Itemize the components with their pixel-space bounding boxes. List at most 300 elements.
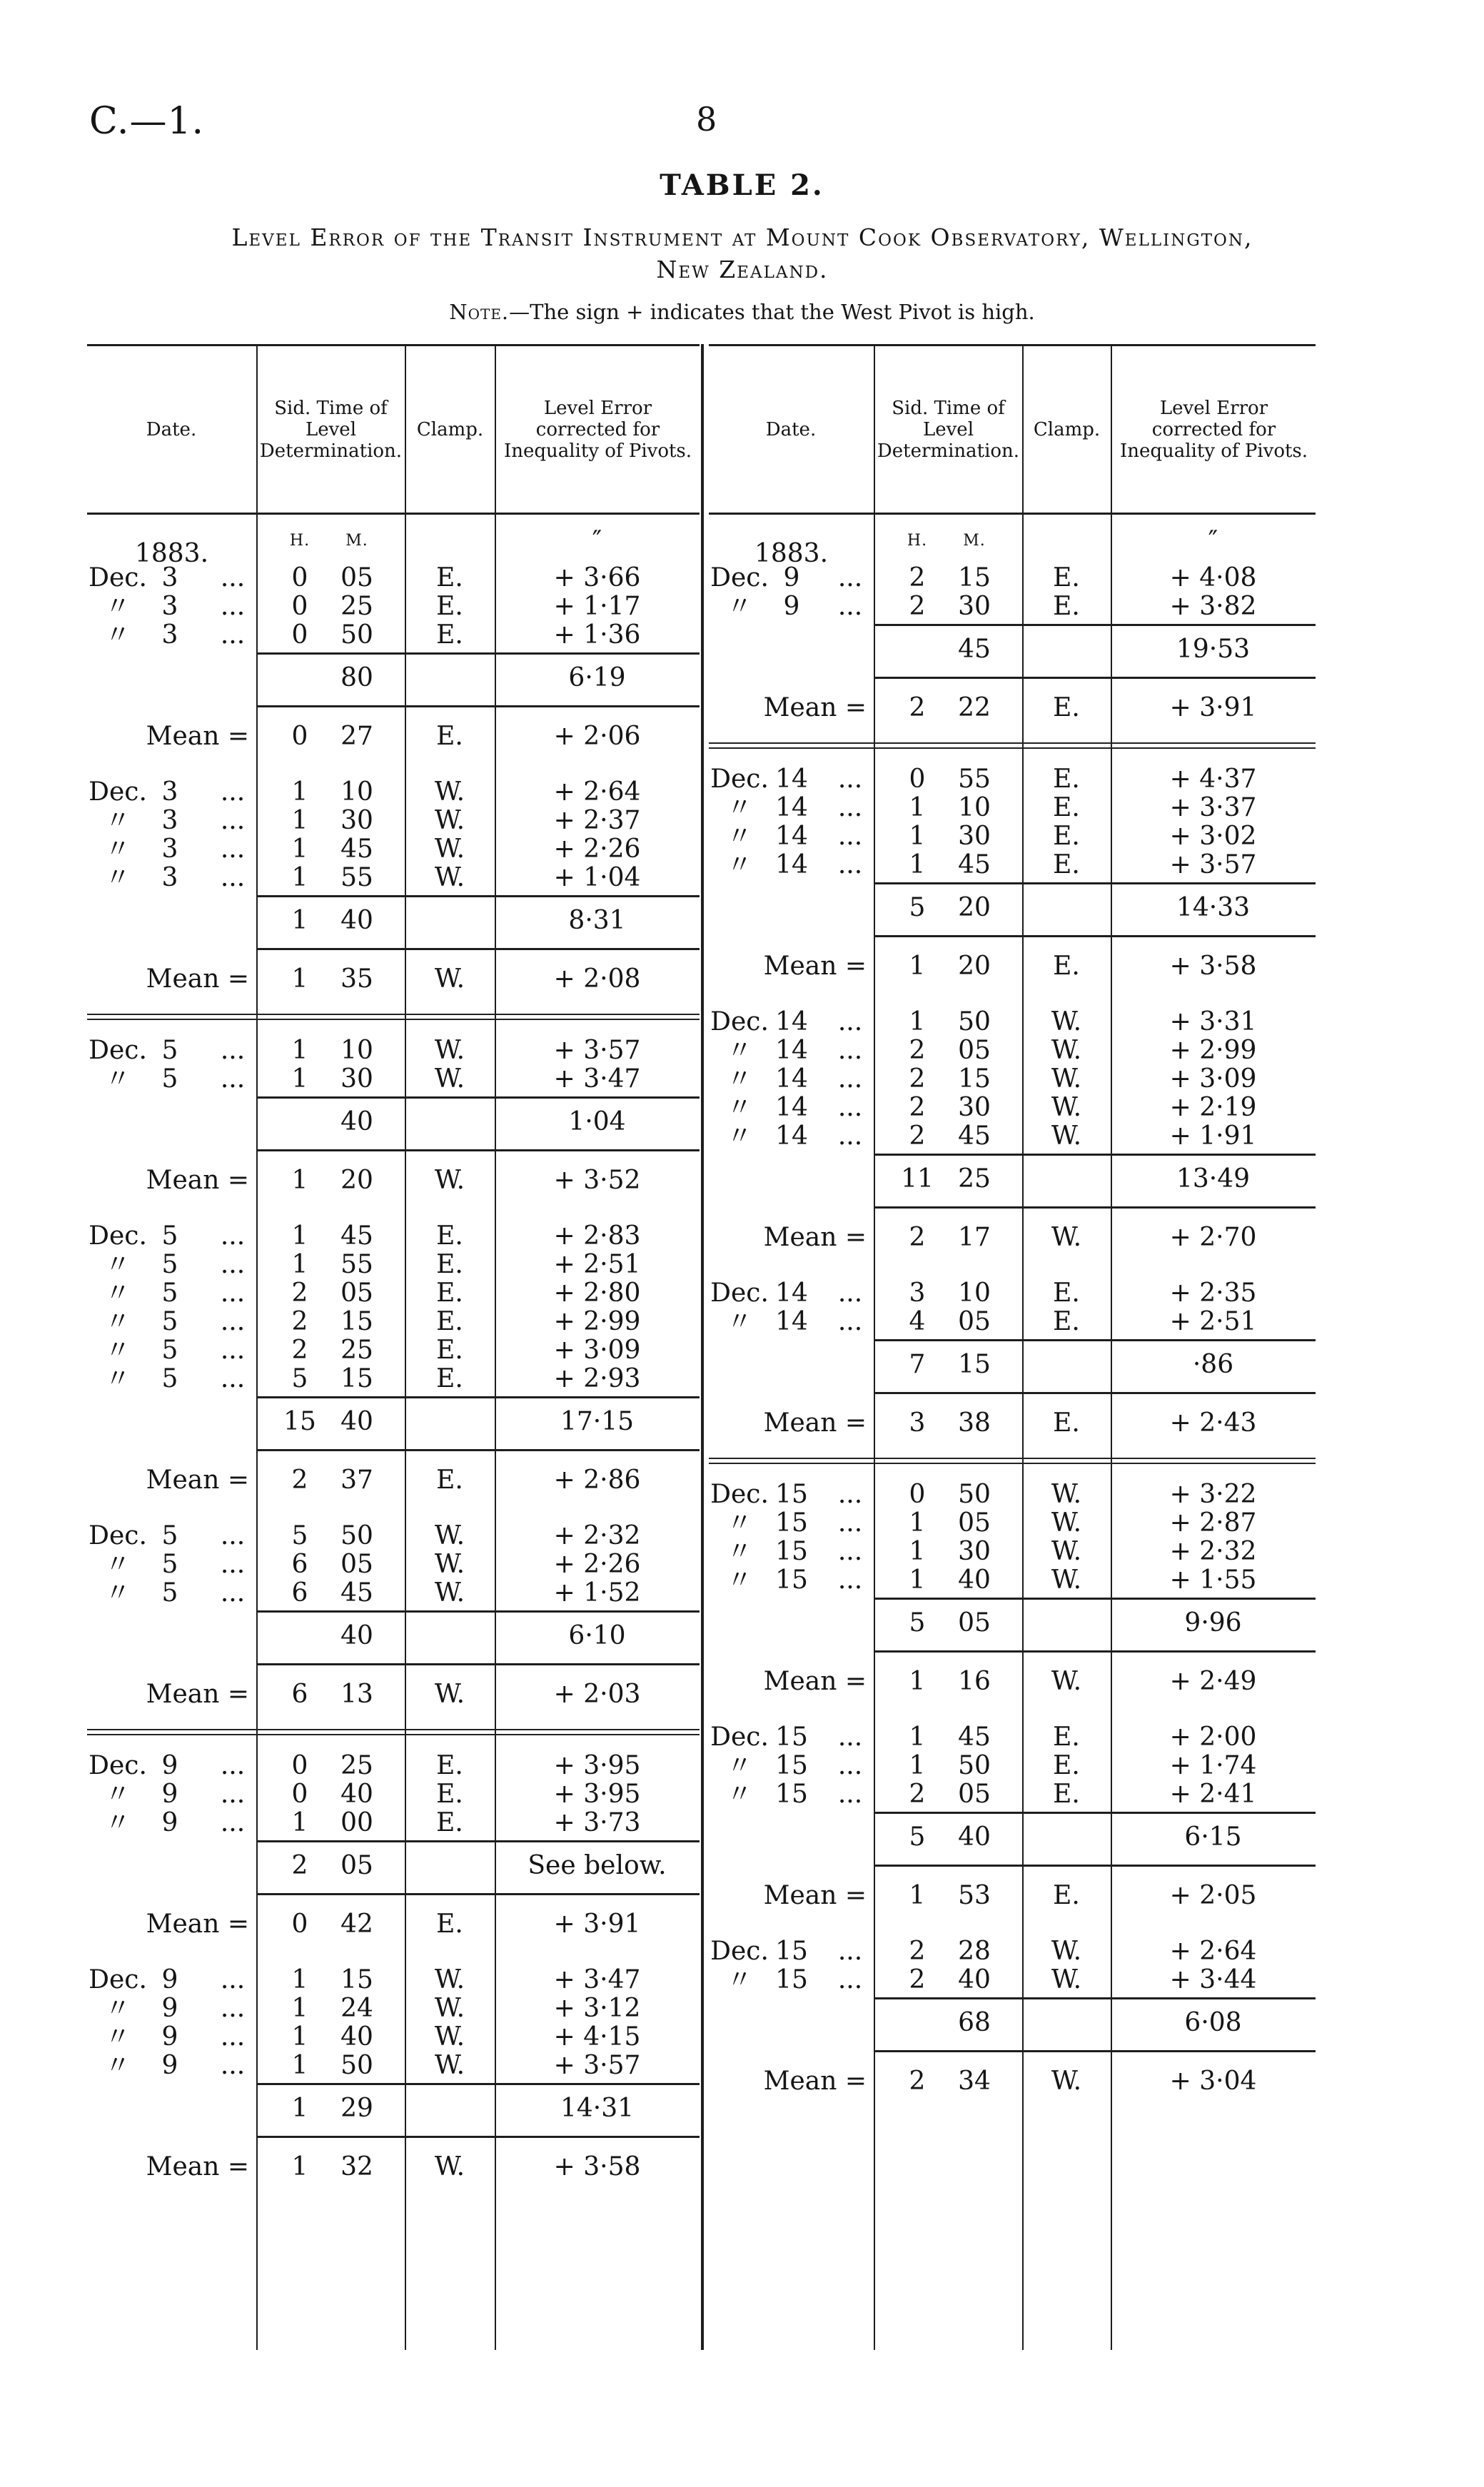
sum-hours: 11 xyxy=(901,1164,934,1194)
mean-minutes: 42 xyxy=(340,1910,373,1939)
sum-bottom-rule xyxy=(256,1663,700,1665)
date-leader: ... xyxy=(220,1364,246,1393)
sum-minutes: 40 xyxy=(340,1407,373,1436)
mean-clamp: W. xyxy=(1051,2067,1082,2096)
date-day: 14 xyxy=(775,793,808,822)
level-error-value: + 3·12 xyxy=(553,1994,641,2023)
column-rule xyxy=(1022,344,1024,2350)
clamp-value: E. xyxy=(436,1336,463,1365)
clamp-value: E. xyxy=(436,1221,463,1251)
sum-hours: 2 xyxy=(291,1851,308,1880)
level-error-value: + 2·26 xyxy=(553,834,641,864)
level-error-value: + 2·64 xyxy=(1169,1937,1257,1966)
sid-hours: 0 xyxy=(909,765,926,794)
sid-minutes: 50 xyxy=(958,1480,991,1509)
sid-minutes: 10 xyxy=(340,1036,373,1065)
table-title: TABLE 2. xyxy=(660,168,824,202)
sid-minutes: 05 xyxy=(958,1508,991,1538)
clamp-value: E. xyxy=(1053,793,1080,822)
header-bottom-rule xyxy=(709,513,1316,515)
sid-minutes: 50 xyxy=(958,1751,991,1780)
date-leader: ... xyxy=(837,1064,863,1094)
sid-minutes: 55 xyxy=(340,1250,373,1279)
level-error-value: + 4·15 xyxy=(553,2022,641,2052)
sum-minutes: 80 xyxy=(340,663,373,692)
sid-minutes: 00 xyxy=(340,1808,373,1837)
mean-level-error: + 3·04 xyxy=(1169,2067,1257,2096)
date-day: 3 xyxy=(161,777,178,807)
mean-hours: 1 xyxy=(909,1881,926,1910)
sum-level-error: 13·49 xyxy=(1176,1164,1251,1194)
sid-hours: 1 xyxy=(909,850,926,879)
sid-hours: 1 xyxy=(909,1565,926,1595)
date-day: 5 xyxy=(161,1550,178,1579)
sid-hours: 2 xyxy=(291,1278,308,1308)
date-day: 3 xyxy=(161,620,178,650)
level-error-value: + 3·95 xyxy=(553,1780,641,1809)
date-leader: ... xyxy=(837,765,863,794)
date-leader: ... xyxy=(220,1780,246,1809)
sid-hours: 0 xyxy=(291,1780,308,1809)
date-leader: ... xyxy=(220,1064,246,1094)
clamp-value: W. xyxy=(1051,1064,1082,1094)
date-month: Dec. xyxy=(710,1007,769,1036)
mean-hours: 2 xyxy=(291,1466,308,1495)
sid-minutes: 25 xyxy=(340,592,373,621)
sum-hours: 5 xyxy=(909,893,926,922)
date-day: 5 xyxy=(161,1307,178,1336)
mean-clamp: W. xyxy=(1051,1667,1082,1696)
clamp-value: W. xyxy=(1051,1937,1082,1966)
clamp-value: E. xyxy=(1053,822,1080,851)
clamp-value: W. xyxy=(434,1578,465,1608)
sid-minutes: 05 xyxy=(958,1780,991,1809)
date-month: 〃 xyxy=(726,850,752,879)
clamp-value: W. xyxy=(1051,1093,1082,1122)
sum-level-error: 9·96 xyxy=(1184,1608,1242,1638)
date-day: 3 xyxy=(161,806,178,835)
sum-level-error: 14·33 xyxy=(1176,893,1251,922)
sid-minutes: 50 xyxy=(340,620,373,650)
mean-hours: 2 xyxy=(909,1223,926,1252)
sid-minutes: 15 xyxy=(340,1965,373,1994)
sid-hours: 1 xyxy=(909,1751,926,1780)
date-month: 〃 xyxy=(104,806,131,835)
date-month: Dec. xyxy=(710,1480,769,1509)
sid-hours: 6 xyxy=(291,1578,308,1608)
date-day: 15 xyxy=(775,1751,808,1780)
sid-hours: 2 xyxy=(909,1780,926,1809)
mean-level-error: + 2·06 xyxy=(553,722,641,751)
sid-minutes: 45 xyxy=(340,1578,373,1608)
date-leader: ... xyxy=(220,2022,246,2052)
level-error-value: + 2·26 xyxy=(553,1550,641,1579)
date-month: 〃 xyxy=(104,1994,131,2023)
sum-level-error: 17·15 xyxy=(560,1407,635,1436)
sid-hours: 2 xyxy=(909,1064,926,1094)
date-leader: ... xyxy=(220,592,246,621)
sid-minutes: 05 xyxy=(340,1550,373,1579)
group-separator xyxy=(87,1729,700,1735)
sid-minutes: 55 xyxy=(958,765,991,794)
sum-hours xyxy=(896,635,939,664)
date-month: Dec. xyxy=(89,777,147,807)
mean-clamp: W. xyxy=(434,1680,465,1709)
date-day: 3 xyxy=(161,592,178,621)
sid-hours: 2 xyxy=(291,1307,308,1336)
sid-hours: 2 xyxy=(909,1965,926,1994)
mean-hours: 3 xyxy=(909,1408,926,1438)
date-month: Dec. xyxy=(710,1722,769,1752)
sum-minutes: 40 xyxy=(340,1107,373,1136)
sid-hours: 0 xyxy=(909,1480,926,1509)
header-top-rule xyxy=(709,344,1316,346)
sum-minutes: 05 xyxy=(340,1851,373,1880)
sid-hours: 2 xyxy=(291,1336,308,1365)
clamp-value: E. xyxy=(1053,1780,1080,1809)
sid-minutes: 30 xyxy=(958,1537,991,1566)
level-error-value: + 3·47 xyxy=(553,1064,641,1094)
group-separator xyxy=(87,1014,700,1020)
date-day: 15 xyxy=(775,1508,808,1538)
clamp-value: E. xyxy=(436,1780,463,1809)
header-clamp: Clamp. xyxy=(1033,419,1101,440)
date-leader: ... xyxy=(837,1307,863,1336)
sum-bottom-rule xyxy=(874,677,1316,679)
right-table xyxy=(709,344,1316,2350)
sid-minutes: 30 xyxy=(958,1093,991,1122)
date-leader: ... xyxy=(837,1278,863,1308)
mean-label: Mean = xyxy=(763,2067,867,2096)
clamp-value: E. xyxy=(436,592,463,621)
mean-minutes: 34 xyxy=(958,2067,991,2096)
date-day: 9 xyxy=(161,1965,178,1994)
sum-level-error: 6·19 xyxy=(568,663,626,692)
date-month: 〃 xyxy=(726,1121,752,1151)
date-day: 15 xyxy=(775,1937,808,1966)
sum-minutes: 68 xyxy=(958,2008,991,2037)
date-day: 14 xyxy=(775,1307,808,1336)
sum-rule xyxy=(256,1610,700,1613)
year-label: 1883. xyxy=(134,539,209,568)
sid-hours: 1 xyxy=(291,1064,308,1094)
sum-rule xyxy=(256,2083,700,2085)
sid-minutes: 30 xyxy=(958,592,991,621)
date-month: 〃 xyxy=(726,1751,752,1780)
level-error-value: + 3·57 xyxy=(553,1036,641,1065)
clamp-value: W. xyxy=(1051,1121,1082,1151)
mean-label: Mean = xyxy=(146,1680,249,1709)
sum-level-error: See below. xyxy=(528,1851,667,1880)
level-error-value: + 3·95 xyxy=(553,1751,641,1780)
level-error-value: + 2·99 xyxy=(1169,1036,1257,1065)
date-month: 〃 xyxy=(104,2051,131,2080)
sid-hours: 1 xyxy=(291,1036,308,1065)
date-month: 〃 xyxy=(726,1537,752,1566)
level-error-value: + 2·64 xyxy=(553,777,641,807)
sum-hours: 5 xyxy=(909,1822,926,1852)
level-error-value: + 2·00 xyxy=(1169,1722,1257,1752)
sid-minutes: 50 xyxy=(340,2051,373,2080)
unit-hours: H. xyxy=(907,532,928,550)
table-subtitle-line-2: New Zealand. xyxy=(656,256,829,283)
left-table xyxy=(87,344,700,2350)
level-error-value: + 3·37 xyxy=(1169,793,1257,822)
mean-clamp: W. xyxy=(434,2152,465,2181)
sid-hours: 1 xyxy=(291,806,308,835)
date-day: 15 xyxy=(775,1965,808,1994)
date-month: 〃 xyxy=(726,1307,752,1336)
date-day: 15 xyxy=(775,1565,808,1595)
level-error-value: + 3·73 xyxy=(553,1808,641,1837)
date-day: 14 xyxy=(775,1121,808,1151)
mean-level-error: + 2·70 xyxy=(1169,1223,1257,1252)
mean-minutes: 35 xyxy=(340,964,373,994)
clamp-value: E. xyxy=(1053,592,1080,621)
mean-minutes: 32 xyxy=(340,2152,373,2181)
date-leader: ... xyxy=(837,1093,863,1122)
date-leader: ... xyxy=(837,1036,863,1065)
sum-minutes: 45 xyxy=(958,635,991,664)
sid-minutes: 45 xyxy=(958,1722,991,1752)
level-error-value: + 2·19 xyxy=(1169,1093,1257,1122)
date-month: Dec. xyxy=(89,1521,147,1550)
sid-hours: 2 xyxy=(909,563,926,592)
sid-minutes: 45 xyxy=(340,834,373,864)
clamp-value: W. xyxy=(434,1064,465,1094)
sum-level-error: 1·04 xyxy=(568,1107,626,1136)
clamp-value: W. xyxy=(434,1521,465,1550)
sid-minutes: 15 xyxy=(340,1364,373,1393)
sid-minutes: 30 xyxy=(340,1064,373,1094)
date-month: 〃 xyxy=(726,822,752,851)
date-day: 9 xyxy=(783,592,800,621)
sum-rule xyxy=(874,1997,1316,1999)
date-leader: ... xyxy=(220,563,246,592)
date-day: 9 xyxy=(161,2051,178,2080)
date-day: 9 xyxy=(161,1808,178,1837)
sid-minutes: 40 xyxy=(958,1965,991,1994)
sid-hours: 1 xyxy=(909,1007,926,1036)
date-month: Dec. xyxy=(710,563,769,592)
date-leader: ... xyxy=(837,1121,863,1151)
level-error-value: + 4·08 xyxy=(1169,563,1257,592)
note-lead: Note. xyxy=(449,300,510,324)
sid-minutes: 40 xyxy=(340,2022,373,2052)
page-header xyxy=(0,0,1484,343)
clamp-value: W. xyxy=(434,1036,465,1065)
level-error-value: + 2·51 xyxy=(1169,1307,1257,1336)
sum-bottom-rule xyxy=(256,948,700,950)
date-month: 〃 xyxy=(726,1093,752,1122)
date-leader: ... xyxy=(220,1550,246,1579)
clamp-value: E. xyxy=(436,563,463,592)
mean-label: Mean = xyxy=(146,1910,249,1939)
date-day: 14 xyxy=(775,765,808,794)
header-sid-time: Sid. Time of Level Determination. xyxy=(259,398,403,462)
date-leader: ... xyxy=(220,1250,246,1279)
date-month: 〃 xyxy=(104,620,131,650)
header-date: Date. xyxy=(146,419,197,440)
date-month: 〃 xyxy=(104,1780,131,1809)
sid-minutes: 10 xyxy=(958,1278,991,1308)
date-month: 〃 xyxy=(104,1064,131,1094)
mean-clamp: E. xyxy=(1053,952,1080,981)
sum-rule xyxy=(874,882,1316,884)
sid-hours: 2 xyxy=(909,1121,926,1151)
mean-label: Mean = xyxy=(146,2152,249,2181)
year-label: 1883. xyxy=(754,539,829,568)
header-top-rule xyxy=(87,344,700,346)
date-leader: ... xyxy=(220,863,246,892)
mean-hours: 1 xyxy=(291,2152,308,2181)
level-error-value: + 2·93 xyxy=(553,1364,641,1393)
sid-hours: 2 xyxy=(909,592,926,621)
mean-hours: 6 xyxy=(291,1680,308,1709)
date-day: 14 xyxy=(775,1278,808,1308)
sid-minutes: 24 xyxy=(340,1994,373,2023)
sum-rule xyxy=(874,1812,1316,1814)
clamp-value: W. xyxy=(434,777,465,807)
level-error-value: + 3·22 xyxy=(1169,1480,1257,1509)
date-month: Dec. xyxy=(710,765,769,794)
sid-hours: 1 xyxy=(909,1537,926,1566)
level-error-value: + 3·66 xyxy=(553,563,641,592)
level-error-value: + 2·51 xyxy=(553,1250,641,1279)
clamp-value: W. xyxy=(1051,1007,1082,1036)
level-error-value: + 4·37 xyxy=(1169,765,1257,794)
mean-minutes: 20 xyxy=(958,952,991,981)
sid-minutes: 28 xyxy=(958,1937,991,1966)
mean-level-error: + 3·52 xyxy=(553,1166,641,1195)
mean-level-error: + 3·91 xyxy=(1169,693,1257,722)
sid-hours: 5 xyxy=(291,1364,308,1393)
sum-level-error: 19·53 xyxy=(1176,635,1251,664)
unit-minutes: M. xyxy=(963,532,986,550)
clamp-value: E. xyxy=(1053,765,1080,794)
mean-hours: 1 xyxy=(291,1166,308,1195)
sid-minutes: 15 xyxy=(958,1064,991,1094)
date-month: Dec. xyxy=(710,1278,769,1308)
header-level-error: Level Error corrected for Inequality of Pivots. xyxy=(503,398,692,462)
sum-rule xyxy=(256,1840,700,1842)
date-day: 5 xyxy=(161,1578,178,1608)
level-error-value: + 1·74 xyxy=(1169,1751,1257,1780)
level-error-value: + 2·32 xyxy=(553,1521,641,1550)
mean-hours: 2 xyxy=(909,693,926,722)
sum-rule xyxy=(874,624,1316,626)
date-leader: ... xyxy=(837,563,863,592)
mean-level-error: + 3·58 xyxy=(1169,952,1257,981)
mean-clamp: E. xyxy=(1053,693,1080,722)
sid-hours: 1 xyxy=(909,793,926,822)
note-text: —The sign + indicates that the West Pivot is high. xyxy=(509,300,1035,324)
date-leader: ... xyxy=(220,1965,246,1994)
mean-clamp: W. xyxy=(434,964,465,994)
mean-hours: 1 xyxy=(909,1667,926,1696)
date-day: 14 xyxy=(775,1093,808,1122)
level-error-value: + 2·35 xyxy=(1169,1278,1257,1308)
mean-clamp: E. xyxy=(1053,1408,1080,1438)
sid-hours: 1 xyxy=(909,1508,926,1538)
table-note xyxy=(0,300,1484,324)
clamp-value: E. xyxy=(1053,1307,1080,1336)
clamp-value: E. xyxy=(1053,850,1080,879)
mean-label: Mean = xyxy=(763,693,867,722)
level-error-value: + 1·52 xyxy=(553,1578,641,1608)
clamp-value: E. xyxy=(436,1250,463,1279)
sid-hours: 3 xyxy=(909,1278,926,1308)
date-leader: ... xyxy=(837,1480,863,1509)
mean-label: Mean = xyxy=(763,952,867,981)
date-leader: ... xyxy=(837,1965,863,1994)
date-day: 14 xyxy=(775,1007,808,1036)
clamp-value: W. xyxy=(434,2022,465,2052)
mean-label: Mean = xyxy=(146,964,249,994)
sum-rule xyxy=(256,1396,700,1398)
date-leader: ... xyxy=(220,1307,246,1336)
mean-hours: 1 xyxy=(291,964,308,994)
sid-hours: 1 xyxy=(909,1722,926,1752)
clamp-value: E. xyxy=(436,1307,463,1336)
clamp-value: W. xyxy=(434,1965,465,1994)
mean-label: Mean = xyxy=(146,1466,249,1495)
page-number: 8 xyxy=(696,100,717,138)
level-error-value: + 1·36 xyxy=(553,620,641,650)
clamp-value: E. xyxy=(436,1751,463,1780)
date-month: Dec. xyxy=(89,1965,147,1994)
sid-minutes: 15 xyxy=(340,1307,373,1336)
clamp-value: W. xyxy=(1051,1508,1082,1538)
sid-hours: 1 xyxy=(291,1221,308,1251)
sid-hours: 1 xyxy=(291,777,308,807)
sid-hours: 1 xyxy=(291,834,308,864)
unit-seconds: ″ xyxy=(1208,526,1218,555)
sum-level-error: 14·31 xyxy=(560,2094,635,2123)
sum-bottom-rule xyxy=(874,1206,1316,1209)
date-leader: ... xyxy=(220,834,246,864)
sid-minutes: 45 xyxy=(340,1221,373,1251)
date-day: 15 xyxy=(775,1722,808,1752)
sid-hours: 1 xyxy=(291,863,308,892)
sum-minutes: 15 xyxy=(958,1350,991,1379)
mean-level-error: + 2·08 xyxy=(553,964,641,994)
sum-rule xyxy=(256,652,700,655)
date-day: 5 xyxy=(161,1036,178,1065)
sum-bottom-rule xyxy=(874,1392,1316,1394)
level-error-value: + 3·82 xyxy=(1169,592,1257,621)
sid-minutes: 40 xyxy=(340,1780,373,1809)
sum-minutes: 29 xyxy=(340,2094,373,2123)
date-leader: ... xyxy=(220,806,246,835)
sid-minutes: 15 xyxy=(958,563,991,592)
date-leader: ... xyxy=(220,1278,246,1308)
sum-minutes: 05 xyxy=(958,1608,991,1638)
mean-minutes: 22 xyxy=(958,693,991,722)
clamp-value: W. xyxy=(434,806,465,835)
date-day: 5 xyxy=(161,1250,178,1279)
date-day: 5 xyxy=(161,1221,178,1251)
mean-label: Mean = xyxy=(763,1223,867,1252)
date-leader: ... xyxy=(220,620,246,650)
sum-rule xyxy=(256,895,700,897)
sid-minutes: 25 xyxy=(340,1336,373,1365)
mean-label: Mean = xyxy=(146,722,249,751)
sum-bottom-rule xyxy=(874,935,1316,937)
header-date: Date. xyxy=(765,419,817,440)
date-month: 〃 xyxy=(726,793,752,822)
level-error-value: + 3·44 xyxy=(1169,1965,1257,1994)
